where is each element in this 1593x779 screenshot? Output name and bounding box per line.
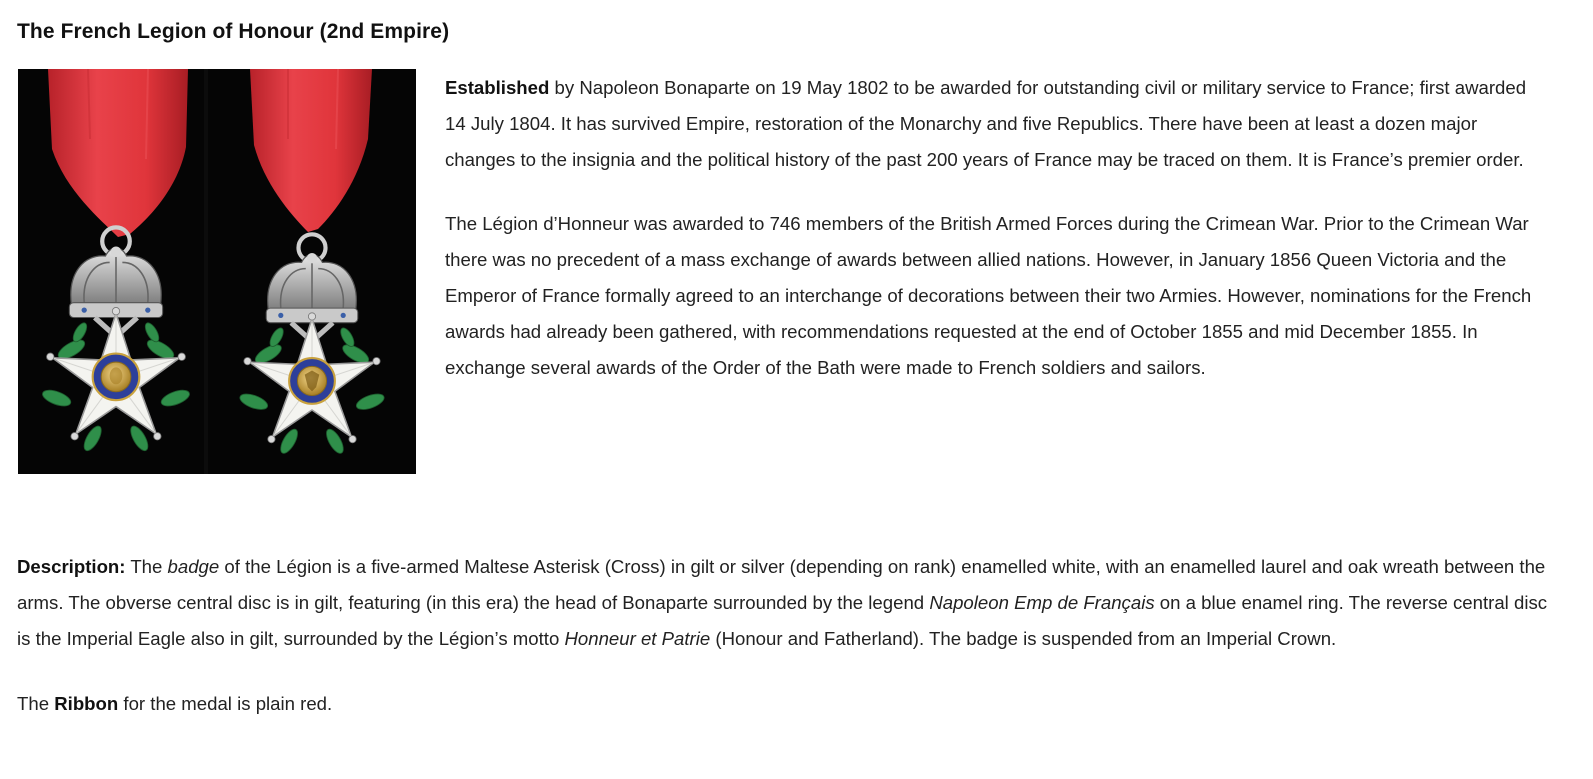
legion-of-honour-badges-image — [18, 69, 416, 474]
description-paragraph — [17, 549, 1562, 657]
crimean-war-paragraph: The Légion d’Honneur was awarded to 746 members of the British Armed Forces during the Crimean War. Prior to the Crimean War there was no precedent of a mass exchange of awards between allied nations. However, in January 1856 Queen Victoria and the Emperor of France formally agreed to an interchange of decorations between their two Armies. However, nominations for the French awards had already been gathered, with recommendations requested at the end of October 1855 and mid December 1855. In exchange several awards of the Order of the Bath were made to French soldiers and sailors. — [445, 213, 1532, 378]
medal-photo — [18, 69, 416, 474]
description-emphasis-legend: Napoleon Emp de Français — [929, 592, 1155, 613]
established-paragraph — [445, 70, 1545, 178]
established-text: by Napoleon Bonaparte on 19 May 1802 to be awarded for outstanding civil or military service to France; first awarded 14 July 1804. It has survived Empire, restoration of the Monarchy and five Republics. There have been at least a dozen major changes to the insignia and the political history of the past 200 years of France may be traced on them. It is France’s premier order. — [445, 77, 1527, 170]
intro-text — [445, 70, 1545, 386]
description-text-4: (Honour and Fatherland). The badge is suspended from an Imperial Crown. — [710, 628, 1337, 649]
ribbon-paragraph — [17, 686, 1562, 722]
description-text-1: The — [125, 556, 168, 577]
description-section — [17, 549, 1562, 722]
description-label: Description: — [17, 556, 126, 577]
description-text-3: on a blue enamel ring. The reverse central disc is the Imperial Eagle also in gilt, surrounded by the Légion’s motto — [17, 592, 1548, 649]
ribbon-text-2: for the medal is plain red. — [118, 693, 333, 714]
description-text-2: of the Légion is a five-armed Maltese Asterisk (Cross) in gilt or silver (depending on rank) enamelled white, with an enamelled laurel and oak wreath between the arms. The obverse central disc is in gilt, featuring (in this era) the head of Bonaparte surrounded by the legend — [17, 556, 1546, 613]
ribbon-label: Ribbon — [54, 693, 119, 714]
page-title: The French Legion of Honour (2nd Empire) — [17, 20, 450, 43]
description-emphasis-badge: badge — [167, 556, 220, 577]
established-lead: Established — [445, 77, 550, 98]
ribbon-text-1: The — [17, 693, 55, 714]
description-emphasis-motto: Honneur et Patrie — [564, 628, 711, 649]
